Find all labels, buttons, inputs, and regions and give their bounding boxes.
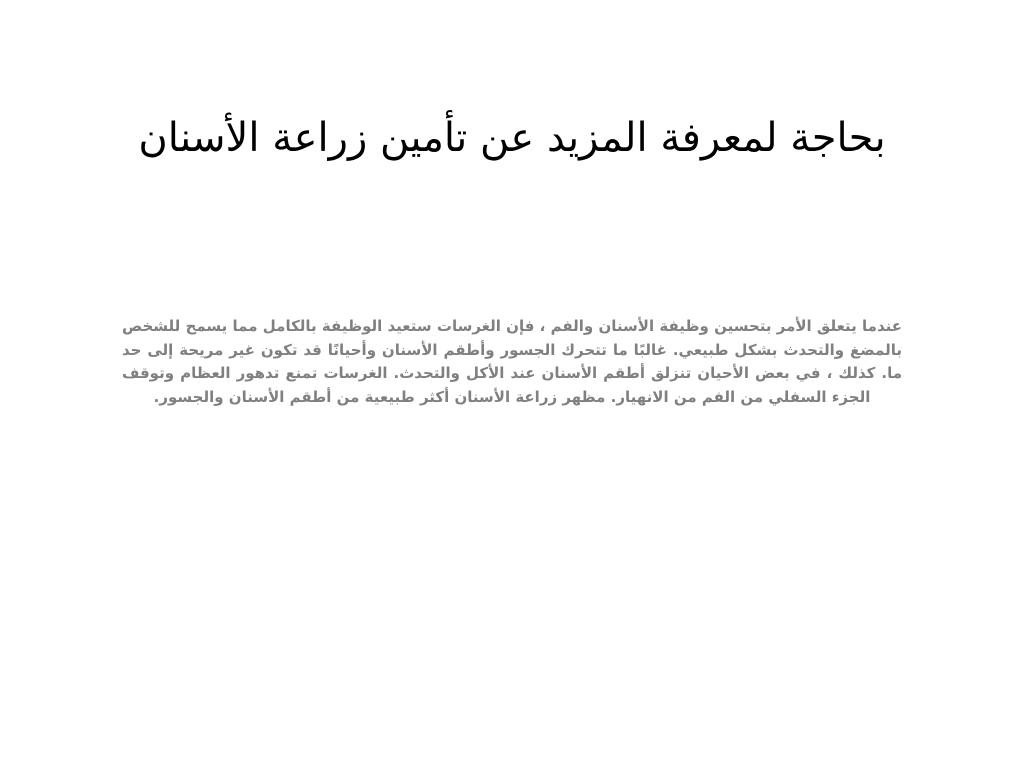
slide-body-text: عندما يتعلق الأمر بتحسين وظيفة الأسنان والفم ، فإن الغرسات ستعيد الوظيفة بالكامل مما يسمح للشخص بالمضغ والتحدث بشكل طبيعي. غالبًا ما تتحرك الجسور وأطقم الأسنان وأحيانًا قد تكون غير مريحة إلى حد ما. كذلك ، في بعض الأحيان تنزلق أطقم الأسنان عند الأكل والتحدث. الغرسات تمنع تدهور العظام وتوقف الجزء السفلي من الفم من الانهيار. مظهر زراعة الأسنان أكثر طبيعية من أطقم الأسنان والجسور. [122, 317, 902, 406]
slide-title: بحاجة لمعرفة المزيد عن تأمين زراعة الأسنان [138, 115, 886, 161]
